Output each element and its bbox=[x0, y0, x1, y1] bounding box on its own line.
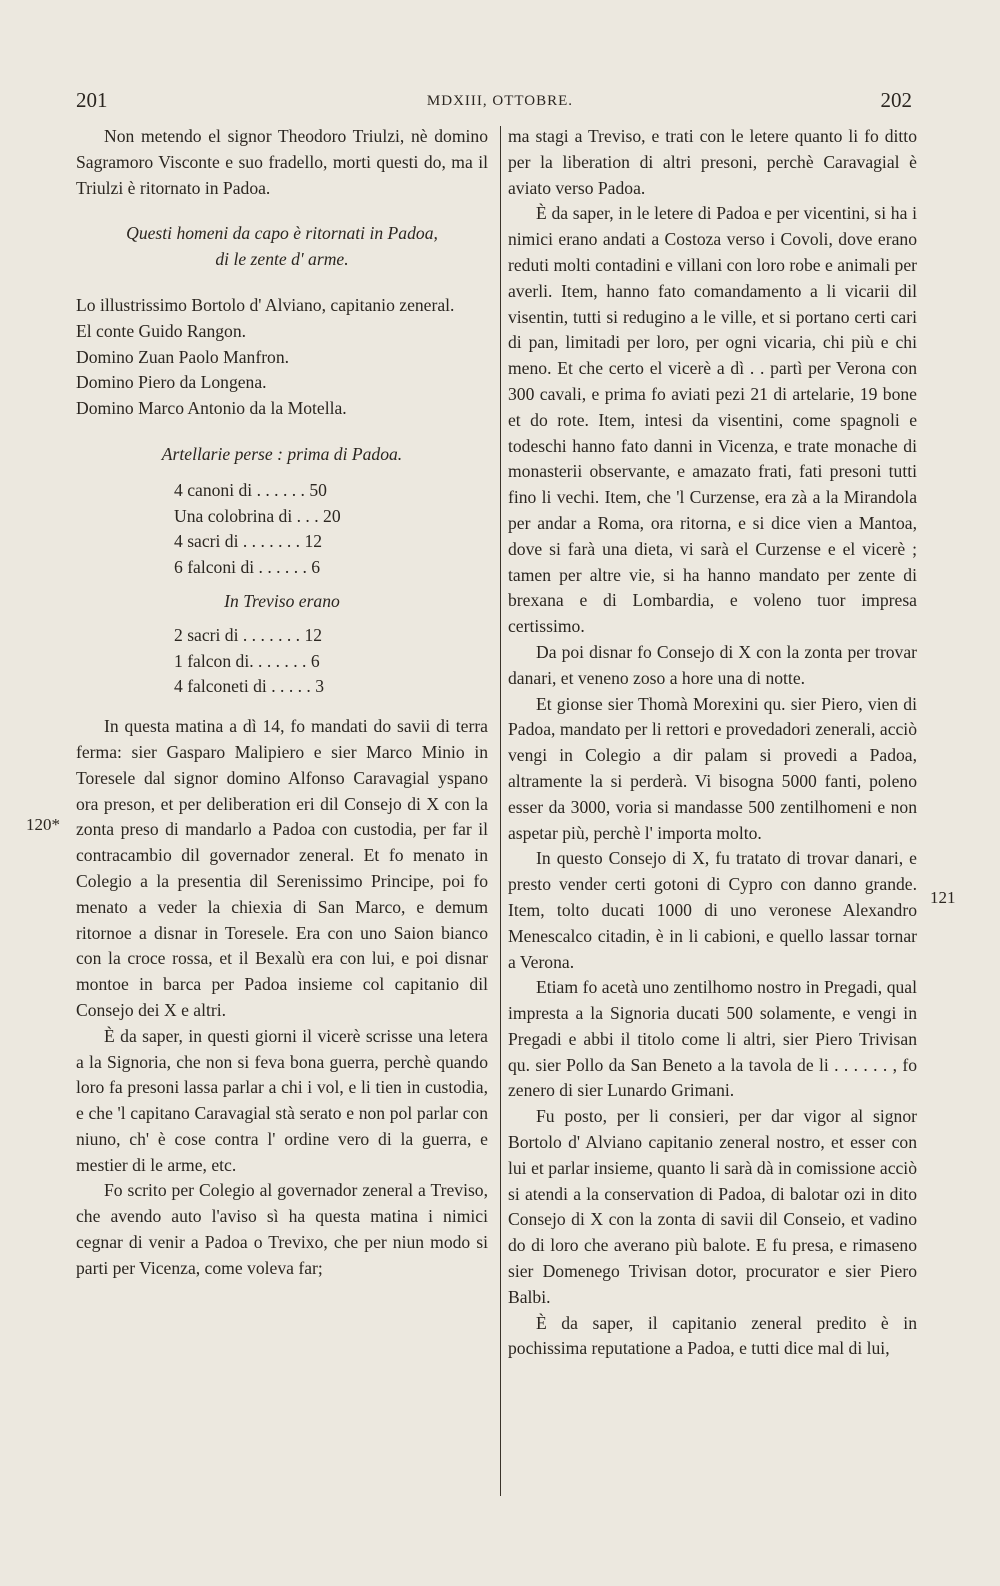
artillery-list-padoa bbox=[76, 478, 488, 581]
list-item: Domino Zuan Paolo Manfron. bbox=[76, 346, 290, 367]
list-item: 4 sacri di . . . . . . . 12 bbox=[174, 531, 323, 552]
column-divider bbox=[500, 126, 501, 1496]
list-item: 2 sacri di . . . . . . . 12 bbox=[174, 624, 323, 645]
list-item: 6 falconi di . . . . . . 6 bbox=[174, 557, 321, 578]
artillery-list-treviso bbox=[76, 623, 488, 700]
page-number-right: 202 bbox=[880, 88, 912, 112]
list-item: Una colobrina di . . . 20 bbox=[174, 505, 341, 526]
list-item: Lo illustrissimo Bortolo d' Alviano, capitanio zeneral. bbox=[76, 294, 455, 315]
section-heading: Artellarie perse : prima di Padoa. bbox=[161, 443, 403, 464]
list-item: 1 falcon di. . . . . . . 6 bbox=[174, 650, 320, 671]
page-number-left: 201 bbox=[76, 88, 108, 112]
right-column bbox=[508, 124, 917, 1362]
left-column bbox=[76, 124, 488, 1282]
paragraph: È da saper, il capitanio zeneral predito è in pochissima reputatione a Padoa, e tutti dice mal di lui, bbox=[508, 1312, 917, 1359]
margin-note-left: 120* bbox=[26, 815, 60, 834]
list-item: 4 canoni di . . . . . . 50 bbox=[174, 479, 327, 500]
paragraph: Non metendo el signor Theodoro Triulzi, nè domino Sagramoro Visconte e suo fradello, morti questi do, ma il Triulzi è ritornato in Padoa. bbox=[76, 126, 488, 198]
list-item: El conte Guido Rangon. bbox=[76, 320, 247, 341]
paragraph: Etiam fo acetà uno zentilhomo nostro in Pregadi, qual impresta a la Signoria ducati 500 solamente, e vengi in Pregadi e abbi il titolo come li altri, sier Piero Trivisan qu. sier Pollo da San Beneto a la tavola de li . . . . . . , fo zenero di sier Lunardo Grimani. bbox=[508, 977, 917, 1101]
running-header bbox=[0, 88, 1000, 118]
list-item: 4 falconeti di . . . . . 3 bbox=[174, 676, 325, 697]
paragraph: ma stagi a Treviso, e trati con le letere quanto li fo ditto per la liberation di altri presoni, perchè Caravagial è aviato verso Padoa. bbox=[508, 126, 917, 198]
paragraph: È da saper, in le letere di Padoa e per vicentini, si ha i nimici erano andati a Costoza verso i Covoli, dove erano reduti molti contadini e villani con loro robe e animali per averli. Item, hanno fato comandamento a li vicarii dil visentin, tutti si redugino a le ville, et si portano certi cari di pan, limitadi per loro, per ogni vicaria, chi più e chi meno. Et che certo el vicerè a dì . . partì per Verona con 300 cavali, e prima fo aviati pezi 21 di artelarie, 19 bone et do rote. Item, intesi da visentini, come spagnoli e todeschi hanno fato danni in Vicenza, e trate monache di monasterii observante, e amazato frati, fati presoni tutti fino li vechi. Item, che 'l Curzense, era zà a la Mirandola per andar a Roma, ora ritorna, e si dice vien a Mantoa, dove si farà una dieta, vi sarà el Curzense e el vicerè ; tamen per altre vie, si ha hanno mandato per zente di brexana e di Lombardia, e voleno tuor impresa certissimo. bbox=[508, 203, 917, 637]
running-title: MDXIII, OTTOBRE. bbox=[426, 93, 574, 109]
paragraph: Fu posto, per li consieri, per dar vigor al signor Bortolo d' Alviano capitanio zeneral nostro, et esser con lui et parlar insieme, quanto li sarà dà in comissione acciò si atendi a la conservation di Padoa, di balotar ozi in dito Consejo di X con la zonta di savii dil Conseio, et vadino do di loro che averano più balote. E fu presa, e rimaseno sier Domenego Trivisan dotor, procurator e sier Piero Balbi. bbox=[508, 1106, 917, 1307]
section-heading-line2: di le zente d' arme. bbox=[215, 249, 349, 270]
paragraph: In questo Consejo di X, fu tratato di trovar danari, e presto vender certi gotoni di Cypro con danno grande. Item, tolto ducati 1000 di uno veronese Alexandro Menescalco citadin, è in li cabioni, e quello lassar tornar a Verona. bbox=[508, 848, 917, 972]
paragraph: Et gionse sier Thomà Morexini qu. sier Piero, vien di Padoa, mandato per li rettori e provedadori zenerali, acciò vengi in Colegio a dir palam si provedi a Padoa, altramente la si perderà. Vi bisogna 5000 fanti, poleno esser da 3000, voria si mandasse 500 zentilhomeni e non aspetar più, perchè l' importa molto. bbox=[508, 693, 917, 843]
section-heading: In Treviso erano bbox=[224, 590, 340, 611]
paragraph: Fo scrito per Colegio al governador zeneral a Treviso, che avendo auto l'aviso sì ha questa matina i nimici cegnar di venir a Padoa o Trevixo, che per niun modo si parti per Vicenza, come voleva far; bbox=[76, 1180, 488, 1278]
paragraph: Da poi disnar fo Consejo di X con la zonta per trovar danari, et veneno zoso a hore una di notte. bbox=[508, 641, 917, 688]
list-item: Domino Marco Antonio da la Motella. bbox=[76, 398, 347, 419]
margin-note-right: 121 bbox=[930, 888, 956, 907]
paragraph: In questa matina a dì 14, fo mandati do savii di terra ferma: sier Gasparo Malipiero e sier Marco Minio in Toresele dal signor domino Alfonso Caravagial yspano ora preson, et per deliberation eri dil Consejo di X con la zonta preso di mandarlo a Padoa con custodia, per far il contracambio dil governador zeneral. Et fo menato in Colegio a la presentia dil Serenissimo Principe, poi fo menato a veder la chiexia di San Marco, e demum ritornoe a disnar in Toresele. Era con uno Saion bianco con la croce rossa, et il Bexalù era con lui, e poi disnar montoe in barca per Padoa insieme col capitanio dil Consejo dei X e altri. bbox=[76, 716, 488, 1020]
paragraph: È da saper, in questi giorni il vicerè scrisse una letera a la Signoria, che non si feva bona guerra, perchè quando loro fa presoni lassa parlar a chi i vol, e li tien in custodia, e che 'l capitano Caravagial stà serato e non pol parlar con niuno, ch' è cose contra l' ordine vero di la guerra, e mestier di le arme, etc. bbox=[76, 1025, 488, 1175]
section-heading: Questi homeni da capo è ritornati in Padoa, bbox=[126, 223, 438, 244]
list-item: Domino Piero da Longena. bbox=[76, 372, 267, 393]
